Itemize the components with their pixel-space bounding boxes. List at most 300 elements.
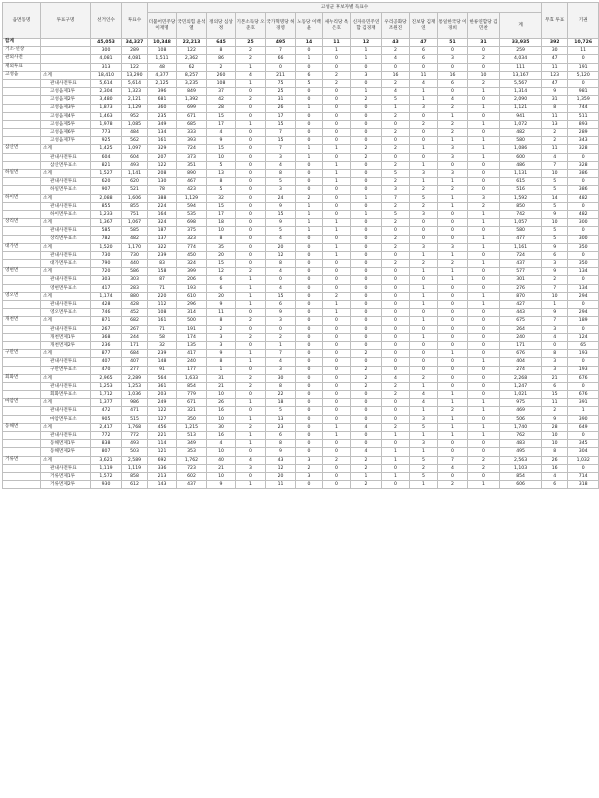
area-name	[3, 358, 41, 366]
value-cell: 1	[468, 137, 500, 145]
header-candidate-4: 기본소득당 오준호	[236, 13, 266, 39]
value-cell: 1,367	[91, 219, 122, 227]
value-cell: 7	[266, 350, 296, 358]
value-cell: 2	[236, 423, 266, 431]
value-cell: 692	[148, 456, 177, 464]
value-cell: 513	[177, 432, 207, 440]
value-cell: 9	[207, 137, 236, 145]
value-cell: 535	[177, 210, 207, 218]
value-cell: 0	[351, 112, 382, 120]
value-cell: 0	[296, 170, 323, 178]
value-cell: 871	[91, 317, 122, 325]
value-cell: 2	[382, 178, 410, 186]
value-cell: 1,057	[500, 219, 542, 227]
value-cell: 15	[207, 202, 236, 210]
value-cell: 6	[542, 481, 568, 489]
value-cell: 1	[236, 301, 266, 309]
value-cell: 289	[122, 47, 148, 55]
value-cell: 2	[207, 63, 236, 71]
value-cell: 1	[438, 178, 468, 186]
value-cell: 730	[122, 251, 148, 259]
value-cell: 71	[148, 325, 177, 333]
precinct-name: 마암면투표소	[41, 415, 91, 423]
table-row	[3, 415, 599, 423]
value-cell: 122	[148, 161, 177, 169]
value-cell: 0	[296, 325, 323, 333]
value-cell: 2,589	[122, 456, 148, 464]
value-cell: 3	[438, 170, 468, 178]
value-cell: 484	[122, 129, 148, 137]
value-cell: 1	[410, 333, 438, 341]
area-name	[3, 309, 41, 317]
value-cell: 482	[500, 129, 542, 137]
value-cell: 1	[236, 63, 266, 71]
value-cell: 83	[148, 260, 177, 268]
value-cell: 1	[236, 79, 266, 87]
value-cell: 4	[207, 129, 236, 137]
precinct-name: 하이면투표소	[41, 210, 91, 218]
value-cell: 676	[568, 391, 599, 399]
precinct-name: 동해면제1투	[41, 440, 91, 448]
value-cell: 10,348	[148, 39, 177, 47]
area-name	[3, 481, 41, 489]
value-cell: 0	[468, 440, 500, 448]
value-cell: 2	[236, 317, 266, 325]
value-cell: 1	[438, 399, 468, 407]
value-cell: 6	[296, 71, 323, 79]
value-cell: 259	[500, 47, 542, 55]
value-cell: 3	[542, 358, 568, 366]
value-cell: 0	[410, 137, 438, 145]
value-cell: 58	[148, 333, 177, 341]
value-cell: 2	[410, 260, 438, 268]
header-candidate-1: 더불어민주당 이재명	[148, 13, 177, 39]
table-row	[3, 292, 599, 300]
value-cell: 0	[323, 399, 351, 407]
value-cell: 0	[351, 129, 382, 137]
header-area: 읍면동명	[3, 3, 41, 39]
value-cell: 276	[500, 284, 542, 292]
value-cell: 318	[568, 481, 599, 489]
value-cell: 2	[382, 219, 410, 227]
value-cell: 0	[468, 309, 500, 317]
value-cell: 2	[542, 407, 568, 415]
value-cell: 15	[207, 112, 236, 120]
value-cell: 11	[542, 145, 568, 153]
value-cell: 1	[323, 170, 351, 178]
value-cell: 26	[542, 456, 568, 464]
value-cell: 361	[148, 382, 177, 390]
precinct-name	[41, 47, 91, 55]
value-cell: 5	[542, 235, 568, 243]
header-candidate-group: 고성군 후보자별 득표수	[148, 3, 542, 13]
value-cell: 0	[468, 63, 500, 71]
value-cell: 13	[207, 170, 236, 178]
value-cell: 0	[438, 309, 468, 317]
value-cell: 0	[410, 350, 438, 358]
value-cell: 1	[236, 120, 266, 128]
value-cell: 0	[323, 88, 351, 96]
precinct-name: 관내사전투표	[41, 325, 91, 333]
value-cell: 329	[148, 145, 177, 153]
value-cell: 193	[177, 284, 207, 292]
value-cell: 108	[148, 47, 177, 55]
value-cell: 10	[542, 292, 568, 300]
value-cell: 127	[148, 415, 177, 423]
value-cell: 15	[266, 292, 296, 300]
value-cell: 0	[351, 432, 382, 440]
header-candidate-11: 통일한국당 이경희	[438, 13, 468, 39]
value-cell: 0	[323, 333, 351, 341]
value-cell: 1	[468, 235, 500, 243]
value-cell: 470	[91, 366, 122, 374]
value-cell: 6	[266, 432, 296, 440]
value-cell: 0	[351, 235, 382, 243]
value-cell: 2	[468, 456, 500, 464]
precinct-name: 소계	[41, 243, 91, 251]
value-cell: 586	[122, 268, 148, 276]
value-cell: 4	[266, 358, 296, 366]
value-cell: 11	[207, 309, 236, 317]
value-cell: 360	[148, 104, 177, 112]
value-cell: 24	[266, 194, 296, 202]
value-cell: 854	[500, 472, 542, 480]
value-cell: 392	[542, 39, 568, 47]
value-cell: 858	[122, 472, 148, 480]
value-cell: 2	[382, 79, 410, 87]
value-cell: 274	[500, 366, 542, 374]
value-cell: 0	[568, 55, 599, 63]
value-cell: 0	[323, 382, 351, 390]
value-cell: 21	[207, 382, 236, 390]
precinct-name: 관내사전투표	[41, 227, 91, 235]
precinct-name: 소계	[41, 71, 91, 79]
value-cell: 0	[296, 440, 323, 448]
value-cell: 0	[468, 112, 500, 120]
value-cell: 43	[266, 456, 296, 464]
value-cell: 28	[542, 423, 568, 431]
value-cell: 3	[410, 210, 438, 218]
value-cell: 1	[438, 432, 468, 440]
value-cell: 503	[122, 448, 148, 456]
table-row	[3, 448, 599, 456]
value-cell: 1,131	[500, 170, 542, 178]
table-row	[3, 432, 599, 440]
value-cell: 1,161	[500, 243, 542, 251]
value-cell: 671	[177, 112, 207, 120]
table-row	[3, 284, 599, 292]
value-cell: 2	[296, 194, 323, 202]
value-cell: 2	[236, 96, 266, 104]
value-cell: 1,978	[91, 120, 122, 128]
table-row	[3, 112, 599, 120]
value-cell: 4	[207, 440, 236, 448]
value-cell: 698	[177, 219, 207, 227]
value-cell: 6	[207, 276, 236, 284]
value-cell: 1,247	[500, 382, 542, 390]
table-row	[3, 153, 599, 161]
value-cell: 779	[177, 391, 207, 399]
value-cell: 135	[177, 341, 207, 349]
value-cell: 0	[351, 309, 382, 317]
value-cell: 45,053	[91, 39, 122, 47]
value-cell: 467	[177, 178, 207, 186]
value-cell: 0	[382, 333, 410, 341]
value-cell: 0	[438, 292, 468, 300]
value-cell: 1,097	[122, 145, 148, 153]
value-cell: 427	[500, 301, 542, 309]
value-cell: 3	[296, 472, 323, 480]
value-cell: 0	[323, 341, 351, 349]
value-cell: 1	[468, 120, 500, 128]
value-cell: 1	[323, 309, 351, 317]
precinct-name: 관내사전투표	[41, 382, 91, 390]
value-cell: 2	[236, 268, 266, 276]
value-cell: 2	[351, 96, 382, 104]
value-cell: 0	[296, 374, 323, 382]
value-cell: 112	[148, 301, 177, 309]
value-cell: 723	[177, 464, 207, 472]
value-cell: 7	[266, 129, 296, 137]
precinct-name: 소계	[41, 194, 91, 202]
value-cell: 48	[148, 63, 177, 71]
value-cell: 620	[91, 178, 122, 186]
value-cell: 18,410	[91, 71, 122, 79]
value-cell: 0	[296, 268, 323, 276]
value-cell: 111	[500, 63, 542, 71]
value-cell: 2	[236, 47, 266, 55]
area-name	[3, 104, 41, 112]
value-cell: 65	[568, 341, 599, 349]
value-cell: 0	[438, 358, 468, 366]
value-cell: 564	[148, 374, 177, 382]
value-cell: 1	[438, 423, 468, 431]
value-cell: 16	[207, 432, 236, 440]
value-cell: 0	[351, 161, 382, 169]
value-cell: 1	[438, 415, 468, 423]
value-cell: 30	[266, 374, 296, 382]
area-name: 하일면	[3, 170, 41, 178]
table-row	[3, 227, 599, 235]
value-cell: 31	[468, 39, 500, 47]
value-cell: 1	[351, 55, 382, 63]
value-cell: 134	[568, 284, 599, 292]
value-cell: 0	[468, 472, 500, 480]
value-cell: 482	[568, 194, 599, 202]
value-cell: 877	[91, 350, 122, 358]
value-cell: 2	[351, 382, 382, 390]
value-cell: 4	[438, 96, 468, 104]
value-cell: 1	[410, 301, 438, 309]
value-cell: 0	[296, 96, 323, 104]
value-cell: 2	[382, 260, 410, 268]
value-cell: 0	[323, 96, 351, 104]
value-cell: 349	[148, 120, 177, 128]
area-name	[3, 235, 41, 243]
value-cell: 177	[177, 366, 207, 374]
value-cell: 328	[568, 161, 599, 169]
value-cell: 240	[177, 358, 207, 366]
value-cell: 0	[468, 350, 500, 358]
value-cell: 1	[323, 161, 351, 169]
table-row	[3, 170, 599, 178]
value-cell: 396	[148, 88, 177, 96]
area-name	[3, 227, 41, 235]
value-cell: 2,121	[122, 96, 148, 104]
value-cell: 8	[542, 350, 568, 358]
value-cell: 0	[296, 276, 323, 284]
value-cell: 3	[410, 415, 438, 423]
value-cell: 2	[351, 145, 382, 153]
value-cell: 746	[91, 309, 122, 317]
value-cell: 443	[500, 309, 542, 317]
value-cell: 239	[148, 350, 177, 358]
value-cell: 4	[410, 391, 438, 399]
value-cell: 47	[542, 55, 568, 63]
value-cell: 1	[266, 341, 296, 349]
value-cell: 0	[382, 292, 410, 300]
table-row	[3, 260, 599, 268]
value-cell: 1	[296, 202, 323, 210]
value-cell: 134	[568, 268, 599, 276]
area-name: 관외사전	[3, 55, 41, 63]
value-cell: 2,090	[500, 96, 542, 104]
value-cell: 1,085	[122, 120, 148, 128]
value-cell: 516	[500, 186, 542, 194]
value-cell: 0	[296, 341, 323, 349]
area-name	[3, 333, 41, 341]
value-cell: 1,712	[91, 391, 122, 399]
value-cell: 0	[438, 47, 468, 55]
value-cell: 4	[266, 284, 296, 292]
value-cell: 0	[236, 235, 266, 243]
value-cell: 22,213	[177, 39, 207, 47]
precinct-name: 관내사전투표	[41, 407, 91, 415]
value-cell: 8	[542, 104, 568, 112]
value-cell: 4	[382, 55, 410, 63]
value-cell: 1	[438, 350, 468, 358]
value-cell: 1	[468, 358, 500, 366]
value-cell: 0	[351, 219, 382, 227]
table-row	[3, 301, 599, 309]
value-cell: 1	[323, 423, 351, 431]
table-row	[3, 178, 599, 186]
value-cell: 5	[266, 178, 296, 186]
value-cell: 0	[438, 284, 468, 292]
value-cell: 25	[266, 88, 296, 96]
value-cell: 2	[542, 276, 568, 284]
table-row	[3, 219, 599, 227]
value-cell: 174	[177, 333, 207, 341]
value-cell: 486	[500, 161, 542, 169]
value-cell: 4,377	[148, 71, 177, 79]
value-cell: 10	[207, 472, 236, 480]
value-cell: 235	[148, 112, 177, 120]
value-cell: 42	[207, 96, 236, 104]
area-name	[3, 301, 41, 309]
value-cell: 15	[266, 210, 296, 218]
table-row	[3, 96, 599, 104]
table-row	[3, 235, 599, 243]
value-cell: 7	[266, 47, 296, 55]
precinct-name: 고성읍제4투	[41, 112, 91, 120]
precinct-name: 소계	[41, 374, 91, 382]
table-row	[3, 309, 599, 317]
value-cell: 40	[207, 456, 236, 464]
value-cell: 5	[207, 186, 236, 194]
value-cell: 134	[148, 129, 177, 137]
value-cell: 0	[351, 407, 382, 415]
value-cell: 0	[296, 161, 323, 169]
value-cell: 0	[296, 382, 323, 390]
table-row	[3, 47, 599, 55]
value-cell: 249	[148, 399, 177, 407]
value-cell: 0	[410, 129, 438, 137]
value-cell: 0	[296, 88, 323, 96]
value-cell: 10	[542, 432, 568, 440]
value-cell: 3	[266, 153, 296, 161]
value-cell: 437	[177, 481, 207, 489]
value-cell: 158	[148, 268, 177, 276]
value-cell: 1	[351, 88, 382, 96]
precinct-name: 소계	[41, 145, 91, 153]
value-cell: 7	[382, 194, 410, 202]
value-cell: 1	[236, 358, 266, 366]
area-name	[3, 276, 41, 284]
value-cell: 0	[236, 161, 266, 169]
value-cell: 87	[148, 276, 177, 284]
value-cell: 3	[266, 317, 296, 325]
value-cell: 849	[177, 88, 207, 96]
area-name: 구만면	[3, 350, 41, 358]
value-cell: 0	[468, 374, 500, 382]
value-cell: 2	[438, 104, 468, 112]
table-row	[3, 161, 599, 169]
value-cell: 349	[177, 440, 207, 448]
precinct-name: 관내사전투표	[41, 432, 91, 440]
value-cell: 2	[351, 456, 382, 464]
value-cell: 0	[351, 292, 382, 300]
value-cell: 0	[410, 276, 438, 284]
value-cell: 0	[351, 63, 382, 71]
value-cell: 2	[410, 120, 438, 128]
value-cell: 2	[468, 79, 500, 87]
value-cell: 0	[296, 301, 323, 309]
value-cell: 1,233	[91, 210, 122, 218]
value-cell: 1	[468, 260, 500, 268]
area-name: 회화면	[3, 374, 41, 382]
value-cell: 925	[91, 137, 122, 145]
value-cell: 189	[568, 317, 599, 325]
value-cell: 930	[91, 481, 122, 489]
value-cell: 2,268	[500, 374, 542, 382]
value-cell: 43	[382, 39, 410, 47]
value-cell: 0	[542, 341, 568, 349]
value-cell: 0	[382, 317, 410, 325]
area-name: 대가면	[3, 243, 41, 251]
area-name: 하이면	[3, 194, 41, 202]
table-row	[3, 63, 599, 71]
precinct-name: 소계	[41, 219, 91, 227]
value-cell: 193	[568, 366, 599, 374]
value-cell: 26	[207, 399, 236, 407]
value-cell: 1	[468, 104, 500, 112]
area-name	[3, 366, 41, 374]
value-cell: 5,614	[122, 79, 148, 87]
table-row	[3, 104, 599, 112]
value-cell: 1	[382, 456, 410, 464]
value-cell: 2	[410, 374, 438, 382]
